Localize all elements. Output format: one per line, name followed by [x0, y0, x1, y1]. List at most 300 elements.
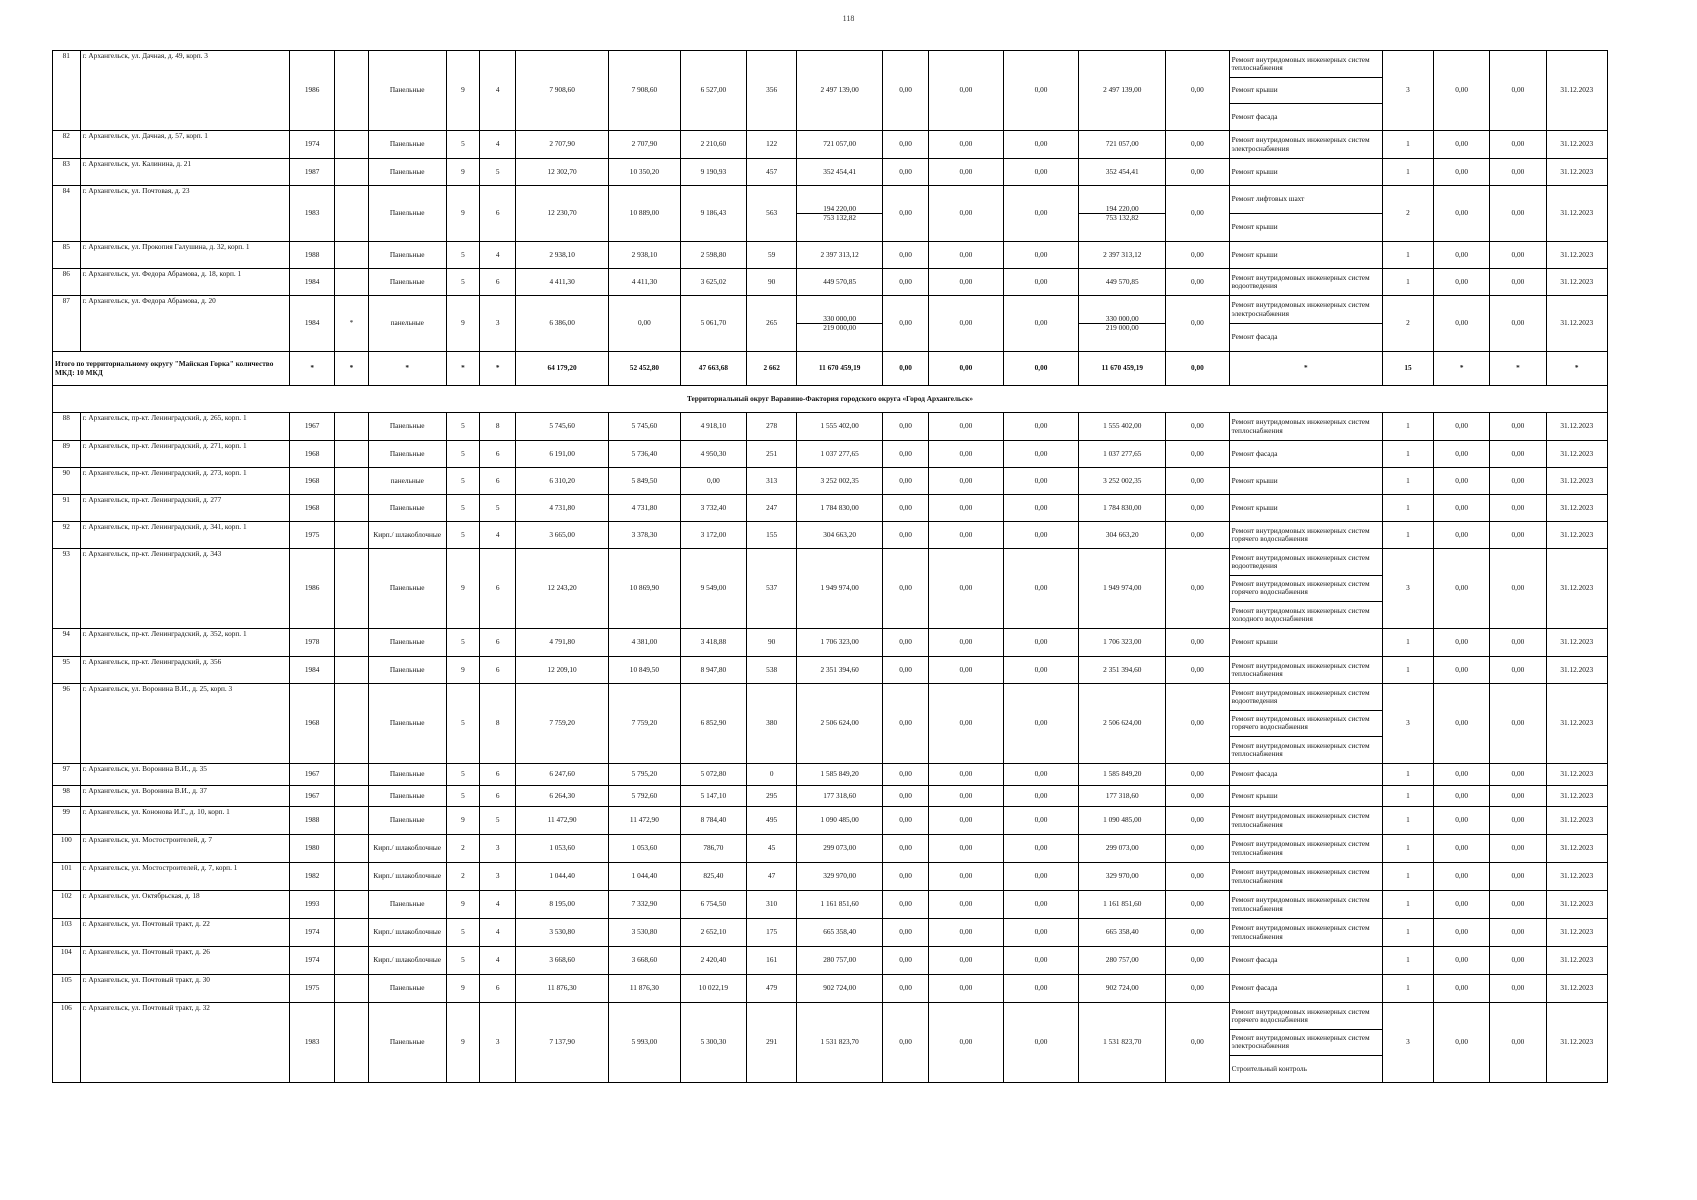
total-works: *	[1229, 352, 1382, 386]
regional-share: 0,00	[1003, 863, 1079, 891]
living-area: 10 889,00	[609, 186, 681, 242]
construction-year: 1975	[290, 522, 335, 549]
table-row	[53, 186, 1608, 242]
heritage-mark	[335, 684, 369, 764]
row-number: 82	[53, 131, 81, 159]
row-number: 91	[53, 495, 81, 522]
wall-material: Панельные	[368, 549, 446, 629]
unit-cost-2: 0,00	[1490, 468, 1546, 495]
fund-share: 0,00	[883, 441, 929, 468]
work-type: Ремонт крыши	[1231, 249, 1278, 259]
fund-share: 0,00	[883, 891, 929, 919]
floors-count: 5	[446, 684, 480, 764]
entrances-count: 6	[480, 468, 516, 495]
federal-share: 0,00	[929, 522, 1004, 549]
unit-cost-2: 0,00	[1490, 835, 1546, 863]
wall-material: Панельные	[368, 1003, 446, 1083]
residential-area: 786,70	[680, 835, 746, 863]
residents-count: 122	[747, 131, 797, 159]
completion-date: 31.12.2023	[1546, 522, 1608, 549]
table-row	[53, 891, 1608, 919]
total-area: 6 386,00	[516, 296, 609, 352]
residential-area: 6 754,50	[680, 891, 746, 919]
construction-year: 1980	[290, 835, 335, 863]
unit-cost-2: 0,00	[1490, 522, 1546, 549]
other-sources: 0,00	[1166, 269, 1229, 296]
works-list	[1229, 807, 1382, 835]
works-list	[1229, 835, 1382, 863]
unit-cost-2: 0,00	[1490, 764, 1546, 786]
building-address: г. Архангельск, пр-кт. Ленинградский, д. 273, корп. 1	[80, 468, 290, 495]
total-area: 7 908,60	[516, 51, 609, 131]
works-count: 1	[1382, 764, 1433, 786]
section-header-row	[53, 386, 1608, 413]
works-count: 1	[1382, 468, 1433, 495]
completion-date: 31.12.2023	[1546, 835, 1608, 863]
construction-year: 1975	[290, 975, 335, 1003]
completion-date: 31.12.2023	[1546, 684, 1608, 764]
works-count: 2	[1382, 186, 1433, 242]
heritage-mark	[335, 186, 369, 242]
works-count: 1	[1382, 657, 1433, 684]
entrances-count: 4	[480, 522, 516, 549]
work-type: Ремонт внутридомовых инженерных систем теплоснабжения	[1231, 660, 1370, 678]
table-row	[53, 835, 1608, 863]
federal-share: 0,00	[929, 975, 1004, 1003]
construction-year: 1986	[290, 51, 335, 131]
unit-cost-1: 0,00	[1434, 975, 1490, 1003]
residents-count: 161	[747, 947, 797, 975]
floors-count: 9	[446, 296, 480, 352]
fund-share: 0,00	[883, 413, 929, 441]
regional-share: 0,00	[1003, 296, 1079, 352]
wall-material: Панельные	[368, 764, 446, 786]
residents-count: 479	[747, 975, 797, 1003]
entrances-count: 3	[480, 863, 516, 891]
owners-funds: 2 397 313,12	[1079, 242, 1166, 269]
fund-share: 0,00	[883, 975, 929, 1003]
regional-share: 0,00	[1003, 835, 1079, 863]
works-count: 1	[1382, 919, 1433, 947]
repair-cost: 2 506 624,00	[797, 684, 883, 764]
building-address: г. Архангельск, ул. Дачная, д. 49, корп. 3	[80, 51, 290, 131]
unit-cost-2: 0,00	[1490, 441, 1546, 468]
work-type: Ремонт внутридомовых инженерных систем горячего водоснабжения	[1230, 711, 1382, 738]
unit-cost-1: 0,00	[1434, 1003, 1490, 1083]
residents-count: 356	[747, 51, 797, 131]
unit-cost-2: 0,00	[1490, 629, 1546, 657]
residents-count: 47	[747, 863, 797, 891]
repair-cost-part: 330 000,00	[797, 315, 882, 324]
federal-share: 0,00	[929, 159, 1004, 186]
floors-count: 9	[446, 549, 480, 629]
table-row	[53, 159, 1608, 186]
regional-share: 0,00	[1003, 786, 1079, 807]
total-area: 6 247,60	[516, 764, 609, 786]
construction-year: 1984	[290, 296, 335, 352]
works-count: 1	[1382, 975, 1433, 1003]
other-sources: 0,00	[1166, 891, 1229, 919]
living-area: 0,00	[609, 296, 681, 352]
floors-count: 5	[446, 131, 480, 159]
unit-cost-2: 0,00	[1490, 919, 1546, 947]
repair-cost: 280 757,00	[797, 947, 883, 975]
row-number: 81	[53, 51, 81, 131]
building-address: г. Архангельск, пр-кт. Ленинградский, д. 343	[80, 549, 290, 629]
unit-cost-2: 0,00	[1490, 269, 1546, 296]
floors-count: 5	[446, 947, 480, 975]
residential-area: 2 210,60	[680, 131, 746, 159]
other-sources: 0,00	[1166, 684, 1229, 764]
building-address: г. Архангельск, ул. Мостостроителей, д. 7	[80, 835, 290, 863]
work-type: Ремонт фасада	[1231, 332, 1278, 342]
unit-cost-1: 0,00	[1434, 159, 1490, 186]
table-row	[53, 296, 1608, 352]
completion-date: 31.12.2023	[1546, 786, 1608, 807]
residential-area: 4 950,30	[680, 441, 746, 468]
table-row	[53, 522, 1608, 549]
building-address: г. Архангельск, ул. Мостостроителей, д. 7, корп. 1	[80, 863, 290, 891]
living-area: 2 707,90	[609, 131, 681, 159]
row-number: 106	[53, 1003, 81, 1083]
residents-count: 295	[747, 786, 797, 807]
heritage-mark	[335, 947, 369, 975]
heritage-mark	[335, 891, 369, 919]
construction-year: 1968	[290, 468, 335, 495]
fund-share: 0,00	[883, 186, 929, 242]
work-type: Ремонт лифтовых шахт	[1230, 186, 1382, 214]
owners-funds: 3 252 002,35	[1079, 468, 1166, 495]
floors-count: 9	[446, 891, 480, 919]
fund-share: 0,00	[883, 947, 929, 975]
living-area: 4 381,00	[609, 629, 681, 657]
construction-year: 1974	[290, 131, 335, 159]
construction-year: 1968	[290, 684, 335, 764]
construction-year: 1984	[290, 269, 335, 296]
living-area: 10 849,50	[609, 657, 681, 684]
heritage-mark	[335, 549, 369, 629]
federal-share: 0,00	[929, 269, 1004, 296]
work-type: Ремонт крыши	[1231, 502, 1278, 512]
completion-date: 31.12.2023	[1546, 863, 1608, 891]
regional-share: 0,00	[1003, 764, 1079, 786]
wall-material: Кирп./ шлакоблочные	[368, 863, 446, 891]
total-fed: 0,00	[929, 352, 1004, 386]
entrances-count: 4	[480, 891, 516, 919]
repair-cost: 1 784 830,00	[797, 495, 883, 522]
heritage-mark	[335, 51, 369, 131]
building-address: г. Архангельск, ул. Дачная, д. 57, корп. 1	[80, 131, 290, 159]
residents-count: 310	[747, 891, 797, 919]
regional-share: 0,00	[1003, 549, 1079, 629]
table-row	[53, 51, 1608, 131]
heritage-mark	[335, 863, 369, 891]
fund-share: 0,00	[883, 495, 929, 522]
work-type: Ремонт крыши	[1231, 790, 1278, 800]
building-address: г. Архангельск, ул. Прокопия Галушина, д. 32, корп. 1	[80, 242, 290, 269]
repair-cost: 1 706 323,00	[797, 629, 883, 657]
regional-share: 0,00	[1003, 684, 1079, 764]
floors-count: 5	[446, 786, 480, 807]
living-area: 5 849,50	[609, 468, 681, 495]
regional-share: 0,00	[1003, 269, 1079, 296]
fund-share: 0,00	[883, 1003, 929, 1083]
residential-area: 2 420,40	[680, 947, 746, 975]
table-row	[53, 807, 1608, 835]
total-cost: 11 670 459,19	[797, 352, 883, 386]
construction-year: 1987	[290, 159, 335, 186]
wall-material: Панельные	[368, 975, 446, 1003]
owners-funds-part: 753 132,82	[1105, 213, 1139, 222]
total-u2: *	[1490, 352, 1546, 386]
other-sources: 0,00	[1166, 159, 1229, 186]
row-number: 100	[53, 835, 81, 863]
floors-count: 2	[446, 835, 480, 863]
building-address: г. Архангельск, пр-кт. Ленинградский, д. 341, корп. 1	[80, 522, 290, 549]
unit-cost-2: 0,00	[1490, 657, 1546, 684]
regional-share: 0,00	[1003, 159, 1079, 186]
row-number: 102	[53, 891, 81, 919]
row-number: 86	[53, 269, 81, 296]
residents-count: 457	[747, 159, 797, 186]
heritage-mark	[335, 975, 369, 1003]
work-type: Ремонт внутридомовых инженерных систем электроснабжения	[1230, 1030, 1382, 1057]
wall-material: Панельные	[368, 807, 446, 835]
building-address: г. Архангельск, ул. Почтовый тракт, д. 26	[80, 947, 290, 975]
residential-area: 5 072,80	[680, 764, 746, 786]
repair-cost: 449 570,85	[797, 269, 883, 296]
works-list	[1229, 764, 1382, 786]
table-row	[53, 764, 1608, 786]
residential-area: 3 625,02	[680, 269, 746, 296]
total-entrances: *	[480, 352, 516, 386]
table-row	[53, 975, 1608, 1003]
total-area: 4 731,80	[516, 495, 609, 522]
works-list	[1229, 522, 1382, 549]
wall-material: Панельные	[368, 159, 446, 186]
row-number: 99	[53, 807, 81, 835]
regional-share: 0,00	[1003, 468, 1079, 495]
owners-funds: 1 037 277,65	[1079, 441, 1166, 468]
work-type: Ремонт крыши	[1231, 637, 1278, 647]
entrances-count: 4	[480, 947, 516, 975]
total-area: 2 707,90	[516, 131, 609, 159]
federal-share: 0,00	[929, 807, 1004, 835]
completion-date: 31.12.2023	[1546, 975, 1608, 1003]
works-list	[1229, 629, 1382, 657]
wall-material: Кирп./ шлакоблочные	[368, 919, 446, 947]
other-sources: 0,00	[1166, 522, 1229, 549]
owners-funds: 1 949 974,00	[1079, 549, 1166, 629]
residential-area: 8 784,40	[680, 807, 746, 835]
owners-funds: 665 358,40	[1079, 919, 1166, 947]
owners-funds: 2 497 139,00	[1079, 51, 1166, 131]
completion-date: 31.12.2023	[1546, 919, 1608, 947]
residential-area: 3 732,40	[680, 495, 746, 522]
unit-cost-1: 0,00	[1434, 413, 1490, 441]
residential-area: 9 549,00	[680, 549, 746, 629]
works-count: 1	[1382, 441, 1433, 468]
regional-share: 0,00	[1003, 413, 1079, 441]
completion-date: 31.12.2023	[1546, 1003, 1608, 1083]
entrances-count: 6	[480, 975, 516, 1003]
fund-share: 0,00	[883, 919, 929, 947]
federal-share: 0,00	[929, 131, 1004, 159]
floors-count: 9	[446, 807, 480, 835]
residential-area: 9 190,93	[680, 159, 746, 186]
unit-cost-1: 0,00	[1434, 807, 1490, 835]
work-type: Ремонт внутридомовых инженерных систем теплоснабжения	[1231, 740, 1370, 759]
entrances-count: 6	[480, 441, 516, 468]
entrances-count: 6	[480, 269, 516, 296]
wall-material: Панельные	[368, 786, 446, 807]
total-year: *	[290, 352, 335, 386]
entrances-count: 6	[480, 186, 516, 242]
owners-funds: 329 970,00	[1079, 863, 1166, 891]
fund-share: 0,00	[883, 522, 929, 549]
unit-cost-1: 0,00	[1434, 269, 1490, 296]
completion-date: 31.12.2023	[1546, 629, 1608, 657]
repair-cost: 299 073,00	[797, 835, 883, 863]
living-area: 7 332,90	[609, 891, 681, 919]
total-area: 3 530,80	[516, 919, 609, 947]
total-area-living: 52 452,80	[609, 352, 681, 386]
regional-share: 0,00	[1003, 629, 1079, 657]
wall-material: Панельные	[368, 891, 446, 919]
residential-area: 6 852,90	[680, 684, 746, 764]
table-row	[53, 657, 1608, 684]
total-area: 12 209,10	[516, 657, 609, 684]
repair-cost: 329 970,00	[797, 863, 883, 891]
floors-count: 5	[446, 919, 480, 947]
living-area: 2 938,10	[609, 242, 681, 269]
regional-share: 0,00	[1003, 919, 1079, 947]
entrances-count: 5	[480, 159, 516, 186]
building-address: г. Архангельск, ул. Воронина В.И., д. 25, корп. 3	[80, 684, 290, 764]
work-type: Ремонт внутридомовых инженерных систем горячего водоснабжения	[1230, 1003, 1382, 1030]
row-number: 104	[53, 947, 81, 975]
owners-funds: 1 784 830,00	[1079, 495, 1166, 522]
repair-cost: 902 724,00	[797, 975, 883, 1003]
wall-material: Панельные	[368, 242, 446, 269]
wall-material: Панельные	[368, 441, 446, 468]
entrances-count: 4	[480, 131, 516, 159]
construction-year: 1988	[290, 807, 335, 835]
work-type: Ремонт внутридомовых инженерных систем теплоснабжения	[1231, 811, 1370, 829]
other-sources: 0,00	[1166, 863, 1229, 891]
building-address: г. Архангельск, пр-кт. Ленинградский, д. 277	[80, 495, 290, 522]
work-type: Строительный контроль	[1231, 1064, 1307, 1074]
heritage-mark	[335, 919, 369, 947]
living-area: 5 736,40	[609, 441, 681, 468]
building-address: г. Архангельск, ул. Почтовая, д. 23	[80, 186, 290, 242]
floors-count: 5	[446, 629, 480, 657]
fund-share: 0,00	[883, 468, 929, 495]
residents-count: 175	[747, 919, 797, 947]
works-list	[1229, 131, 1382, 159]
federal-share: 0,00	[929, 51, 1004, 131]
building-address: г. Архангельск, ул. Воронина В.И., д. 35	[80, 764, 290, 786]
unit-cost-1: 0,00	[1434, 629, 1490, 657]
residential-area: 3 418,88	[680, 629, 746, 657]
unit-cost-2: 0,00	[1490, 1003, 1546, 1083]
construction-year: 1993	[290, 891, 335, 919]
owners-funds	[1079, 186, 1166, 242]
federal-share: 0,00	[929, 764, 1004, 786]
total-area: 6 191,00	[516, 441, 609, 468]
work-type: Ремонт внутридомовых инженерных систем холодного водоснабжения	[1231, 605, 1370, 624]
page-number: 118	[842, 14, 855, 23]
owners-funds: 2 506 624,00	[1079, 684, 1166, 764]
owners-funds-part: 219 000,00	[1105, 323, 1139, 332]
residential-area: 4 918,10	[680, 413, 746, 441]
living-area: 11 876,30	[609, 975, 681, 1003]
works-list	[1229, 441, 1382, 468]
table-row	[53, 441, 1608, 468]
work-type: Ремонт фасада	[1231, 955, 1278, 965]
residential-area: 5 061,70	[680, 296, 746, 352]
completion-date: 31.12.2023	[1546, 947, 1608, 975]
works-count: 3	[1382, 684, 1433, 764]
heritage-mark	[335, 159, 369, 186]
works-count: 1	[1382, 522, 1433, 549]
works-list	[1229, 1003, 1382, 1083]
owners-funds-part: 330 000,00	[1079, 315, 1165, 324]
unit-cost-2: 0,00	[1490, 495, 1546, 522]
living-area: 7 759,20	[609, 684, 681, 764]
heritage-mark	[335, 522, 369, 549]
unit-cost-2: 0,00	[1490, 242, 1546, 269]
residents-count: 265	[747, 296, 797, 352]
fund-share: 0,00	[883, 835, 929, 863]
regional-share: 0,00	[1003, 891, 1079, 919]
federal-share: 0,00	[929, 684, 1004, 764]
other-sources: 0,00	[1166, 807, 1229, 835]
completion-date: 31.12.2023	[1546, 413, 1608, 441]
unit-cost-1: 0,00	[1434, 441, 1490, 468]
repair-cost: 1 531 823,70	[797, 1003, 883, 1083]
living-area: 4 731,80	[609, 495, 681, 522]
total-area: 12 230,70	[516, 186, 609, 242]
unit-cost-1: 0,00	[1434, 835, 1490, 863]
works-list	[1229, 919, 1382, 947]
owners-funds: 304 663,20	[1079, 522, 1166, 549]
residential-area: 5 147,10	[680, 786, 746, 807]
total-other: 0,00	[1166, 352, 1229, 386]
regional-share: 0,00	[1003, 657, 1079, 684]
other-sources: 0,00	[1166, 441, 1229, 468]
row-number: 85	[53, 242, 81, 269]
district-total-row	[53, 352, 1608, 386]
heritage-mark	[335, 468, 369, 495]
works-list	[1229, 269, 1382, 296]
works-list	[1229, 468, 1382, 495]
works-list	[1229, 863, 1382, 891]
regional-share: 0,00	[1003, 131, 1079, 159]
work-type: Ремонт внутридомовых инженерных систем теплоснабжения	[1231, 895, 1370, 913]
entrances-count: 6	[480, 657, 516, 684]
wall-material: Панельные	[368, 657, 446, 684]
completion-date: 31.12.2023	[1546, 807, 1608, 835]
total-area: 4 411,30	[516, 269, 609, 296]
total-area: 2 938,10	[516, 242, 609, 269]
table-row	[53, 919, 1608, 947]
federal-share: 0,00	[929, 786, 1004, 807]
building-address: г. Архангельск, ул. Калинина, д. 21	[80, 159, 290, 186]
floors-count: 5	[446, 413, 480, 441]
residents-count: 538	[747, 657, 797, 684]
construction-year: 1978	[290, 629, 335, 657]
